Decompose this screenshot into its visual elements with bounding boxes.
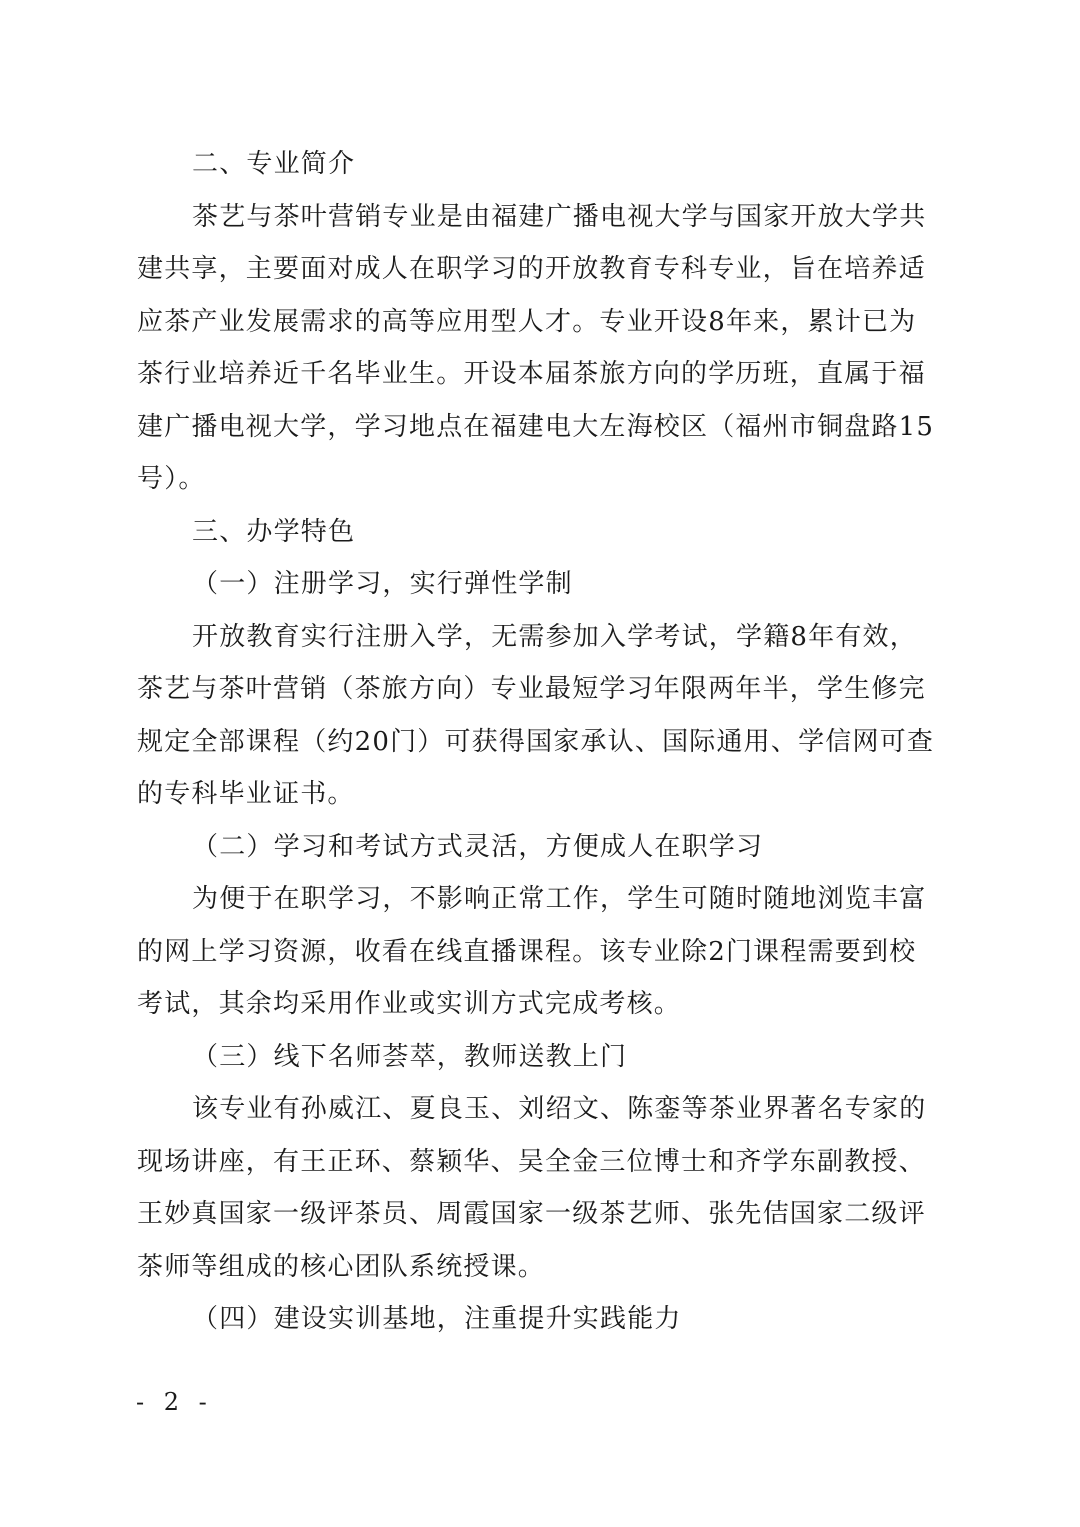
paragraph-line: 茶行业培养近千名毕业生。开设本届茶旅方向的学历班，直属于福	[137, 359, 926, 389]
paragraph-line: 茶师等组成的核心团队系统授课。	[137, 1251, 546, 1282]
section-heading-intro: 二、专业简介	[192, 149, 356, 179]
section-heading-features: 三、办学特色	[192, 516, 356, 547]
subsection-heading-2: （二）学习和考试方式灵活，方便成人在职学习	[192, 831, 764, 862]
paragraph-line: 考试，其余均采用作业或实训方式完成考核。	[137, 989, 682, 1019]
subsection-heading-3: （三）线下名师荟萃，教师送教上门	[192, 1041, 628, 1072]
paragraph-line: 茶艺与茶叶营销专业是由福建广播电视大学与国家开放大学共	[192, 201, 927, 232]
paragraph-line: 开放教育实行注册入学，无需参加入学考试，学籍8年有效，	[192, 621, 917, 652]
paragraph-line: 应茶产业发展需求的高等应用型人才。专业开设8年来，累计已为	[137, 306, 917, 337]
paragraph-line: 建广播电视大学，学习地点在福建电大左海校区（福州市铜盘路15	[137, 411, 935, 442]
paragraph-line: 茶艺与茶叶营销（茶旅方向）专业最短学习年限两年半，学生修完	[137, 674, 926, 704]
paragraph-line: 现场讲座，有王正环、蔡颖华、吴全金三位博士和齐学东副教授、	[137, 1146, 926, 1177]
paragraph-line: 该专业有孙威江、夏良玉、刘绍文、陈銮等茶业界著名专家的	[192, 1094, 927, 1124]
paragraph-line: 规定全部课程（约20门）可获得国家承认、国际通用、学信网可查	[137, 726, 935, 757]
paragraph-line: 的专科毕业证书。	[137, 779, 355, 809]
page-number: - 2 -	[136, 1388, 213, 1416]
document-body	[137, 138, 937, 1346]
paragraph-line: 的网上学习资源，收看在线直播课程。该专业除2门课程需要到校	[137, 936, 917, 967]
paragraph-line: 建共享，主要面对成人在职学习的开放教育专科专业，旨在培养适	[137, 254, 926, 284]
subsection-heading-1: （一）注册学习，实行弹性学制	[192, 569, 573, 599]
paragraph-line: 号）。	[137, 464, 206, 494]
paragraph-line: 王妙真国家一级评茶员、周霞国家一级茶艺师、张先佶国家二级评	[137, 1199, 926, 1229]
subsection-heading-4: （四）建设实训基地，注重提升实践能力	[192, 1304, 682, 1334]
paragraph-line: 为便于在职学习，不影响正常工作，学生可随时随地浏览丰富	[192, 884, 927, 914]
